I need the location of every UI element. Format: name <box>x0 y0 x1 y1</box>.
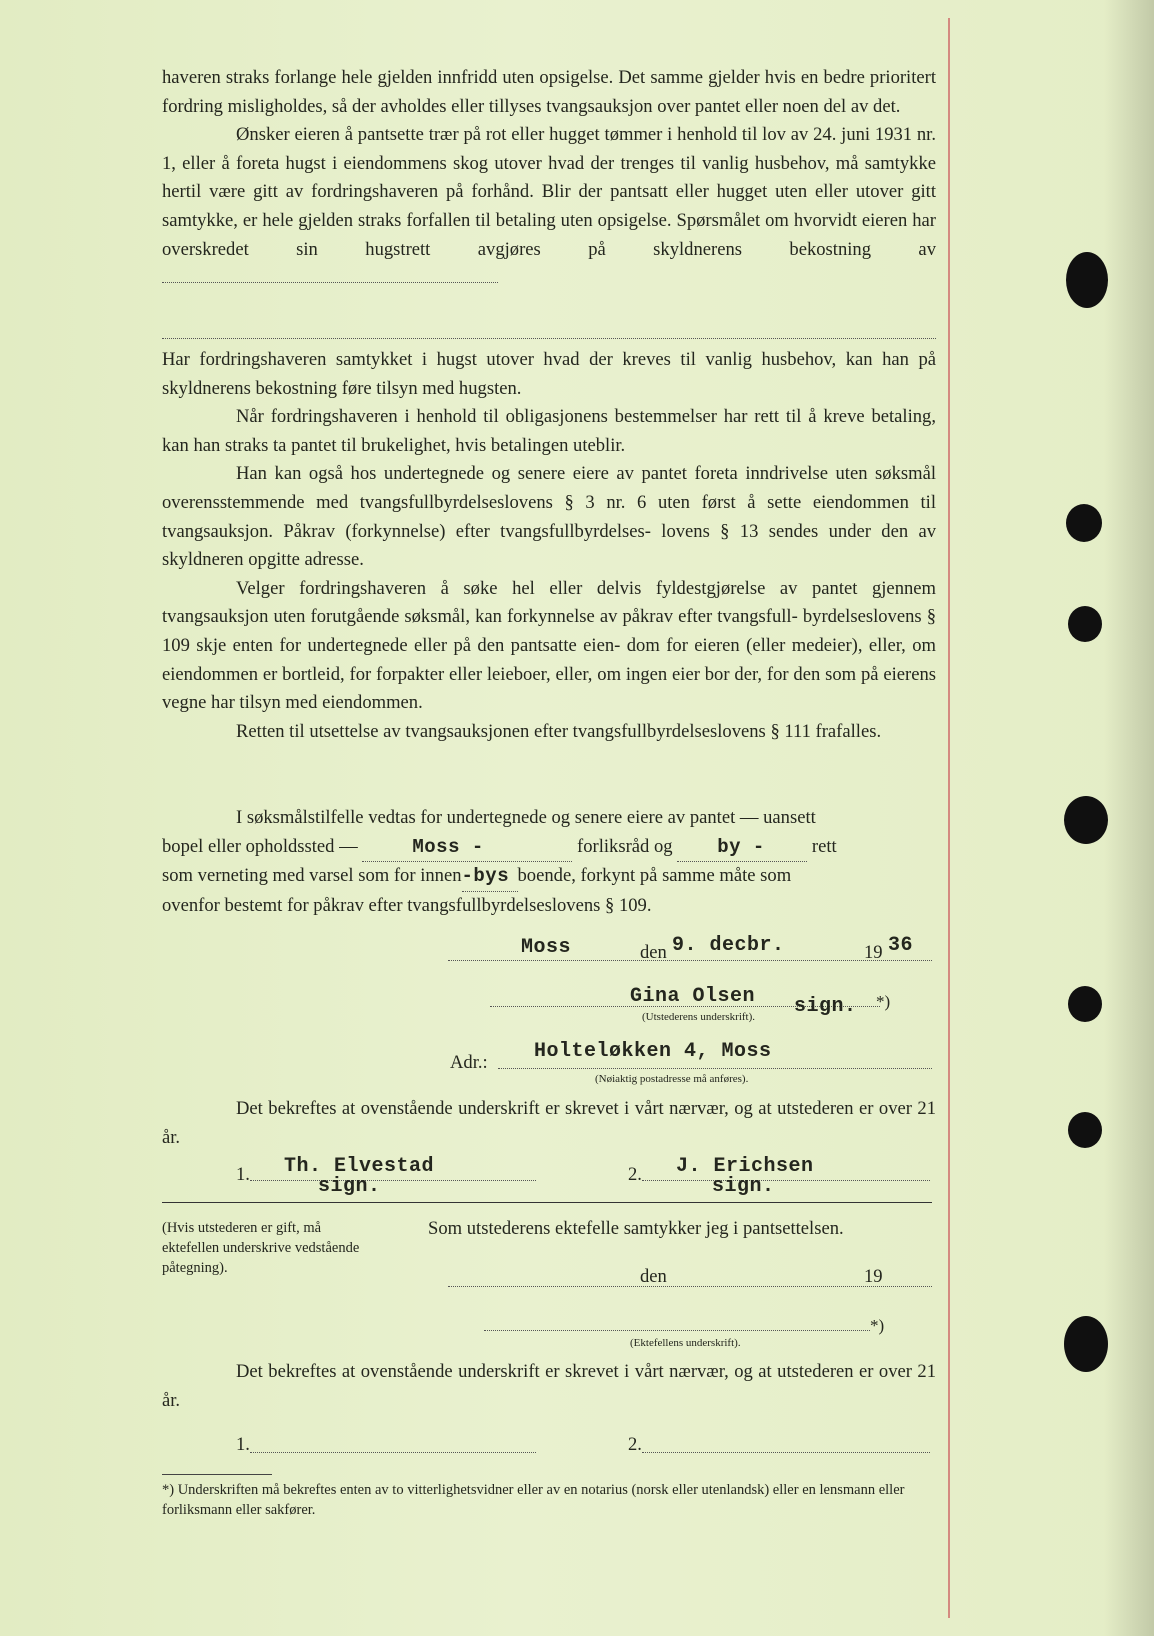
section-divider <box>162 1202 932 1203</box>
signer-name: Gina Olsen <box>630 985 756 1008</box>
witness-statement-2: Det bekreftes at ovenstående underskrift er skrevet i vårt nærvær, og at utstederen er over 21 år. <box>162 1361 936 1411</box>
venue-line-2 <box>162 833 936 863</box>
top-text-block <box>162 64 936 293</box>
witness2-1-number: 1. <box>236 1434 250 1455</box>
spouse-consent: Som utstederens ektefelle samtykker jeg i pantsettelsen. <box>428 1218 844 1239</box>
witness1-sign: sign. <box>318 1175 381 1198</box>
paragraph-brukelighet: Når fordringshaveren i henhold til obligasjonens bestemmelser har rett til å kreve betaling, kan han straks ta pantet til brukelighet, hvis betalingen uteblir. <box>162 406 936 456</box>
footnote-rule <box>162 1474 272 1475</box>
date-year-prefix: 19 <box>864 942 883 963</box>
venue-bopel: bopel eller opholdssted — <box>162 835 358 857</box>
venue-som: som verneting med varsel som for innen <box>162 865 462 887</box>
hugst-fill-line <box>162 282 498 283</box>
venue-clause <box>162 804 936 920</box>
spouse-mark: *) <box>870 1316 885 1335</box>
witness2-number: 2. <box>628 1164 642 1185</box>
date-line <box>448 960 932 961</box>
witness2-line <box>642 1180 930 1181</box>
witness-statement-1: Det bekreftes at ovenstående underskrift er skrevet i vårt nærvær, og at utstederen er over 21 år. <box>162 1098 936 1148</box>
witness2-sign: sign. <box>712 1175 775 1198</box>
witness1-line <box>250 1180 536 1181</box>
footnote <box>162 1480 936 1520</box>
innen-fill: -bys <box>462 862 518 892</box>
paragraph-tvangsauksjon: Velger fordringshaveren å søke hel eller delvis fyldestgjørelse av pantet gjennem tvangsauksjon uten forutgående søksmål, kan forkynnelse av påkrav efter tvangsfull- byrdelseslovens § 109 skje enten for undertegnede eller på den pantsatte eien- dom for eieren (eller medeier), eller, om eiendommen er bortleid, for forpakter eller leieboer, eller, om ingen eier bor der, for den som på eierens vegne har tilsyn med eiendommen. <box>162 577 936 714</box>
spouse-year: 19 <box>864 1266 883 1287</box>
paragraph-hugst <box>162 121 936 293</box>
venue-boende: boende, forkynt på samme måte som <box>517 865 792 887</box>
binder-hole-1 <box>1066 252 1108 308</box>
witness-text-1 <box>162 1095 936 1152</box>
date-place: Moss <box>521 936 572 959</box>
paragraph-tilsyn: Har fordringshaveren samtykket i hugst utover hvad der kreves til vanlig husbehov, kan han på skyldnerens bekostning føre tilsyn med hugsten. <box>162 349 936 399</box>
binder-hole-5 <box>1068 986 1102 1022</box>
paragraph-hugst-text: Ønsker eieren å pantsette trær på rot eller hugget tømmer i henhold til lov av 24. juni 1931 nr. 1, eller å foreta hugst i eiendommens skog utover hvad der trenges til vanlig husbehov, må samtykke hertil være gitt av fordringshaveren på forhånd. Blir der pantsatt eller hugget uten eller utover gitt samtykke, er hele gjelden straks forfallen til betaling uten opsigelse. Spørsmålet om hvorvidt eieren har overskredet sin hugstrett avgjøres på skyldnerens bekostning av <box>162 124 936 260</box>
signer-mark: *) <box>876 992 891 1011</box>
date-year-suffix: 36 <box>888 934 914 957</box>
witness1-number: 1. <box>236 1164 250 1185</box>
witness1-name: Th. Elvestad <box>284 1155 435 1178</box>
paragraph-inndrivelse: Han kan også hos undertegnede og senere eiere av pantet foreta inndrivelse uten søksmål overensstemmende med tvangsfullbyrdelseslovens § 3 nr. 6 uten først å sette eiendommen til tvangsauksjon. Påkrav (forkynnelse) efter tvangsfullbyrdelses- lovens § 13 sendes under den av skyldneren opgitte adresse. <box>162 463 936 571</box>
forliksrad-fill: Moss - <box>362 833 572 863</box>
address-caption: (Nøiaktig postadresse må anføres). <box>595 1073 749 1085</box>
date-day-month: 9. decbr. <box>672 934 785 957</box>
witness2-2-number: 2. <box>628 1434 642 1455</box>
dotted-separator <box>162 338 936 339</box>
paragraph-continuation: haveren straks forlange hele gjelden innfridd uten opsigelse. Det samme gjelder hvis en bedre prioritert fordring misligholdes, så der avholdes eller tillyses tvangsauksjon over pantet eller noen del av det. <box>162 67 936 117</box>
page-edge-shadow <box>1104 0 1154 1636</box>
witness2-1-line <box>250 1452 536 1453</box>
spouse-signature-line <box>484 1330 870 1331</box>
venue-line-1: I søksmålstilfelle vedtas for undertegnede og senere eiere av pantet — uansett <box>236 807 816 828</box>
venue-rett: rett <box>811 835 837 857</box>
spouse-caption: (Ektefellens underskrift). <box>630 1337 741 1349</box>
address-label: Adr.: <box>450 1052 488 1073</box>
address-line <box>498 1068 932 1069</box>
binder-hole-7 <box>1064 1316 1108 1372</box>
spouse-note <box>162 1218 372 1278</box>
middle-text-block <box>162 346 936 746</box>
binder-hole-4 <box>1064 796 1108 844</box>
binder-hole-3 <box>1068 606 1102 642</box>
spouse-date-line <box>448 1286 932 1287</box>
venue-line-3 <box>162 862 936 892</box>
footnote-text: *) Underskriften må bekreftes enten av to vitterlighetsvidner eller av en notarius (norsk eller utenlandsk) eller en lensmann eller forliksmann eller sakfører. <box>162 1482 905 1518</box>
address-value: Holteløkken 4, Moss <box>534 1040 772 1063</box>
witness2-name: J. Erichsen <box>676 1155 814 1178</box>
witness2-2-line <box>642 1452 930 1453</box>
binder-hole-6 <box>1068 1112 1102 1148</box>
spouse-den: den <box>640 1266 667 1287</box>
witness-text-2 <box>162 1358 936 1415</box>
binder-hole-2 <box>1066 504 1102 542</box>
spouse-note-text: (Hvis utstederen er gift, må ektefellen underskrive vedstående påtegning). <box>162 1220 360 1276</box>
signer-sign: sign. <box>794 995 857 1018</box>
venue-line-4: ovenfor bestemt for påkrav efter tvangsfullbyrdelseslovens § 109. <box>162 894 652 916</box>
rett-fill: by - <box>677 833 807 863</box>
red-margin-line <box>948 18 950 1618</box>
date-den: den <box>640 942 667 963</box>
paragraph-utsettelse: Retten til utsettelse av tvangsauksjonen efter tvangsfullbyrdelseslovens § 111 frafalles. <box>236 720 882 742</box>
venue-forliksrad: forliksråd og <box>577 835 673 857</box>
signer-caption: (Utstederens underskrift). <box>642 1011 756 1023</box>
